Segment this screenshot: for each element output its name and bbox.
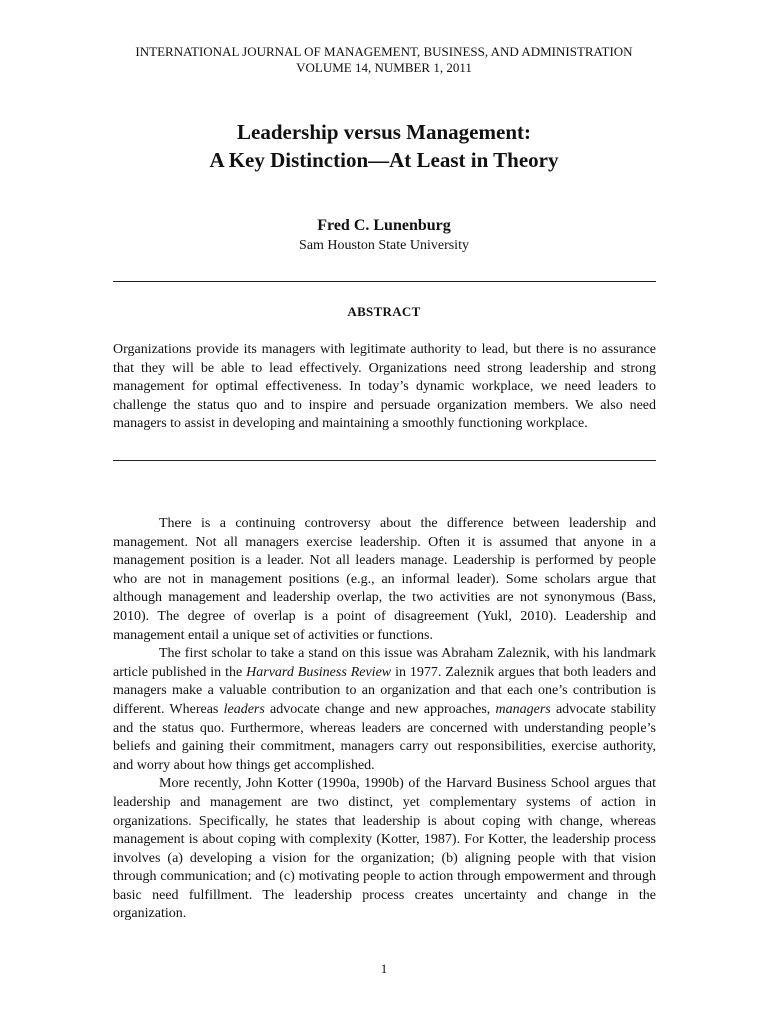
page-number: 1 [380, 961, 388, 976]
top-divider [113, 281, 656, 282]
body-text [113, 515, 656, 924]
bottom-divider [113, 460, 656, 461]
author-affiliation: Sam Houston State University [299, 238, 469, 253]
paragraph-2-text-a: The first scholar to take a stand on this issue was Abraham Zaleznik, with his landmark article published in the [113, 646, 656, 680]
paper-title [0, 118, 768, 174]
emphasis-leaders: leaders [223, 701, 265, 717]
paragraph-2-text-c: advocate change and new approaches, [264, 701, 496, 717]
author-name: Fred C. Lunenburg [317, 217, 451, 234]
paragraph-2-text-b: in 1977. Zaleznik argues that both leaders and managers make a valuable contribution to an organization and that each one’s contribution is different. Whereas [113, 664, 656, 717]
title-line-2: A Key Distinction—At Least in Theory [209, 148, 559, 172]
author-block [0, 216, 768, 256]
title-line-1: Leadership versus Management: [237, 120, 531, 144]
journal-volume: VOLUME 14, NUMBER 1, 2011 [296, 60, 472, 75]
body-paragraph-2 [113, 645, 656, 775]
abstract-heading: ABSTRACT [347, 304, 421, 319]
body-paragraph-1: There is a continuing controversy about the difference between leadership and management. Not all managers exercise leadership. Often it is assumed that anyone in a management position is a leader. Not all leaders manage. Leadership is performed by people who are not in management positions (e.g., an informal leader). Some scholars argue that although management and leadership overlap, the two activities are not synonymous (Bass, 2010). The degree of overlap is a point of disagreement (Yukl, 2010). Leadership and management entail a unique set of activities or functions. [113, 516, 656, 643]
body-paragraph-3: More recently, John Kotter (1990a, 1990b) of the Harvard Business School argues that leadership and management are two distinct, yet complementary systems of action in organizations. Specifically, he states that leadership is about coping with change, whereas management is about coping with complexity (Kotter, 1987). For Kotter, the leadership process involves (a) developing a vision for the organization; (b) aligning people with that vision through communication; and (c) motivating people to action through empowerment and through basic need fulfillment. The leadership process creates uncertainty and change in the organization. [113, 776, 656, 922]
journal-header [0, 44, 768, 76]
journal-citation: Harvard Business Review [246, 664, 392, 680]
abstract-text: Organizations provide its managers with legitimate authority to lead, but there is no assurance that they will be able to lead effectively. Organizations need strong leadership and strong management for optimal effectiveness. In today’s dynamic workplace, we need leaders to challenge the status quo and to inspire and persuade organization members. We also need managers to assist in developing and maintaining a smoothly functioning workplace. [113, 342, 656, 432]
emphasis-managers: managers [495, 701, 551, 717]
journal-name: INTERNATIONAL JOURNAL OF MANAGEMENT, BUSINESS, AND ADMINISTRATION [135, 44, 633, 59]
paragraph-2-text-d: advocate stability and the status quo. Furthermore, whereas leaders are concerned with understanding people’s beliefs and gaining their commitment, managers carry out responsibilities, exercise authority, and worry about how things get accomplished. [113, 701, 657, 773]
